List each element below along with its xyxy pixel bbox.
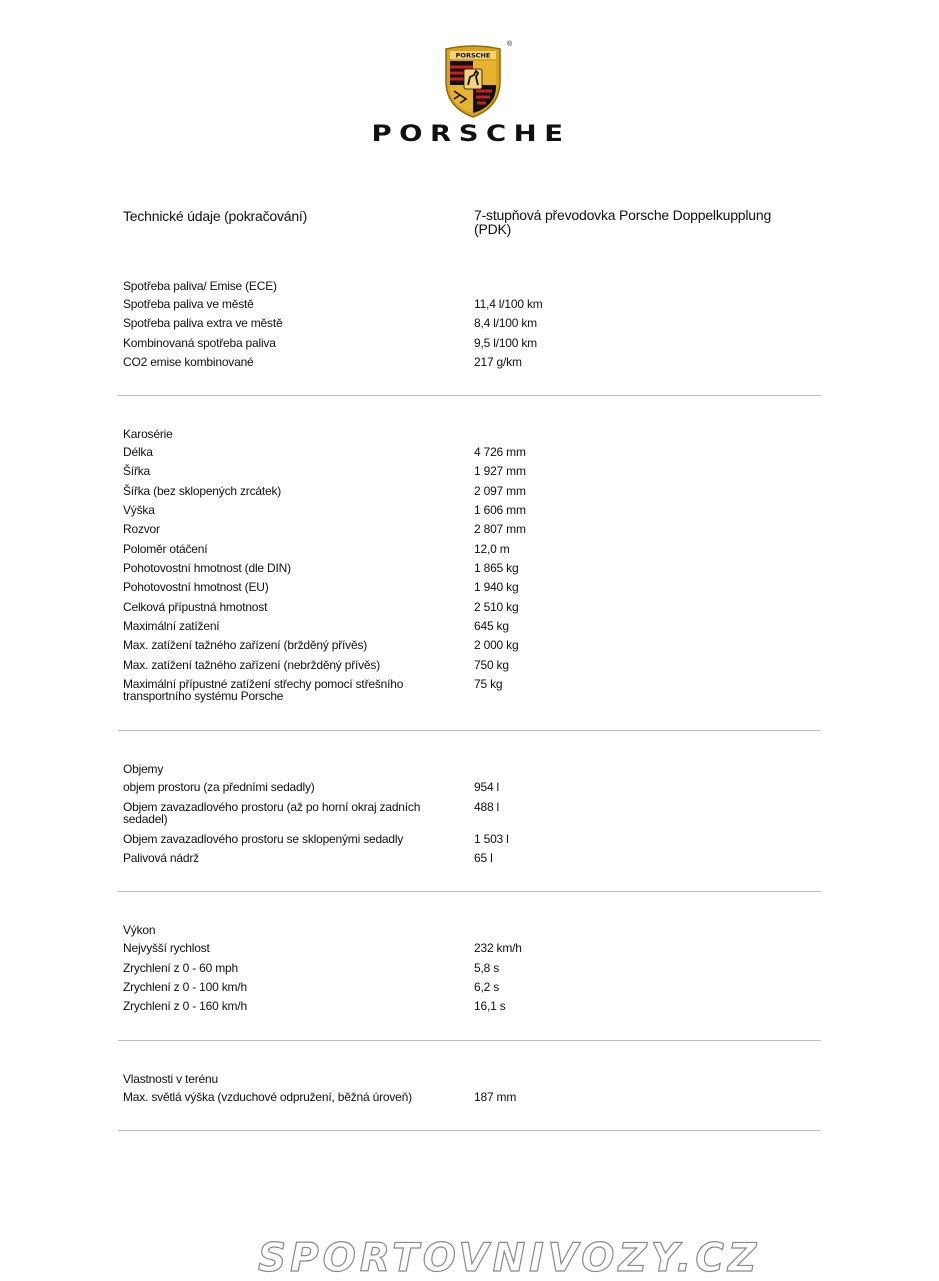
row-label: Rozvor: [123, 522, 160, 536]
row-value: 2 000 kg: [474, 638, 519, 652]
row-label: Max. světlá výška (vzduchové odpružení, běžná úroveň): [123, 1090, 412, 1104]
row-label: objem prostoru (za předními sedadly): [123, 780, 315, 794]
row-value: 2 807 mm: [474, 522, 526, 536]
registered-mark: ®: [507, 41, 513, 48]
row-value: 16,1 s: [474, 999, 506, 1013]
row-label: Zrychlení z 0 - 100 km/h: [123, 980, 247, 994]
section-title: Spotřeba paliva/ Emise (ECE): [123, 279, 277, 293]
svg-text:PORSCHE: PORSCHE: [455, 51, 491, 60]
row-label: Spotřeba paliva ve městě: [123, 297, 254, 311]
row-label: Celková přípustná hmotnost: [123, 600, 268, 614]
row-label: Nejvyšší rychlost: [123, 941, 210, 955]
row-value: 217 g/km: [474, 355, 522, 369]
row-label: Šířka: [123, 464, 151, 478]
row-value: 2 510 kg: [474, 600, 519, 614]
section-divider: [118, 1040, 821, 1041]
porsche-wordmark: PORSCHE: [371, 122, 571, 147]
header-variant: 7-stupňová převodovka Porsche Doppelkupplung (PDK): [474, 207, 772, 237]
porsche-logo: [0, 0, 939, 170]
section-divider: [118, 730, 821, 731]
row-value: 11,4 l/100 km: [474, 297, 543, 311]
row-value: 750 kg: [474, 658, 509, 672]
row-value: 954 l: [474, 780, 500, 794]
row-label: Výška: [123, 503, 155, 517]
row-value: 65 l: [474, 851, 493, 865]
row-label: Zrychlení z 0 - 60 mph: [123, 961, 238, 975]
row-value: 1 927 mm: [474, 464, 526, 478]
row-value: 488 l: [474, 800, 500, 814]
header-title: Technické údaje (pokračování): [123, 208, 308, 224]
row-label: Max. zatížení tažného zařízení (bržděný přívěs): [123, 638, 368, 652]
section-divider: [118, 891, 821, 892]
row-value: 6,2 s: [474, 980, 500, 994]
row-value: 232 km/h: [474, 941, 522, 955]
row-value: 1 865 kg: [474, 561, 519, 575]
section-divider: [118, 395, 821, 396]
row-label: Zrychlení z 0 - 160 km/h: [123, 999, 247, 1013]
row-value: 645 kg: [474, 619, 509, 633]
section-title: Výkon: [123, 923, 156, 937]
row-label: Šířka (bez sklopených zrcátek): [123, 484, 282, 498]
row-label: CO2 emise kombinované: [123, 355, 254, 369]
row-value: 75 kg: [474, 677, 503, 691]
section-title: Vlastnosti v terénu: [123, 1072, 218, 1086]
row-label: Objem zavazadlového prostoru se sklopenými sedadly: [123, 832, 404, 846]
row-label: Maximální přípustné zatížení střechy pomocí střešního transportního systému Porsche: [123, 677, 404, 703]
row-label: Délka: [123, 445, 153, 459]
section-divider: [118, 1130, 821, 1131]
row-value: 187 mm: [474, 1090, 517, 1104]
row-label: Poloměr otáčení: [123, 542, 208, 556]
section-title: Karosérie: [123, 427, 173, 441]
row-value: 8,4 l/100 km: [474, 316, 537, 330]
row-label: Kombinovaná spotřeba paliva: [123, 336, 276, 350]
row-label: Palivová nádrž: [123, 851, 199, 865]
row-value: 2 097 mm: [474, 484, 526, 498]
row-value: 4 726 mm: [474, 445, 526, 459]
row-label: Max. zatížení tažného zařízení (nebržděný přívěs): [123, 658, 380, 672]
watermark: SPORTOVNIVOZY.CZ: [258, 1236, 761, 1281]
row-label: Pohotovostní hmotnost (dle DIN): [123, 561, 291, 575]
section-title: Objemy: [123, 762, 164, 776]
row-value: 1 503 l: [474, 832, 509, 846]
row-value: 1 606 mm: [474, 503, 526, 517]
row-value: 5,8 s: [474, 961, 500, 975]
row-label: Objem zavazadlového prostoru (až po horní okraj zadních sedadel): [123, 800, 421, 826]
row-value: 1 940 kg: [474, 580, 519, 594]
row-label: Maximální zatížení: [123, 619, 220, 633]
porsche-crest-icon: [440, 41, 506, 119]
row-label: Spotřeba paliva extra ve městě: [123, 316, 283, 330]
row-value: 9,5 l/100 km: [474, 336, 537, 350]
row-value: 12,0 m: [474, 542, 510, 556]
row-label: Pohotovostní hmotnost (EU): [123, 580, 269, 594]
